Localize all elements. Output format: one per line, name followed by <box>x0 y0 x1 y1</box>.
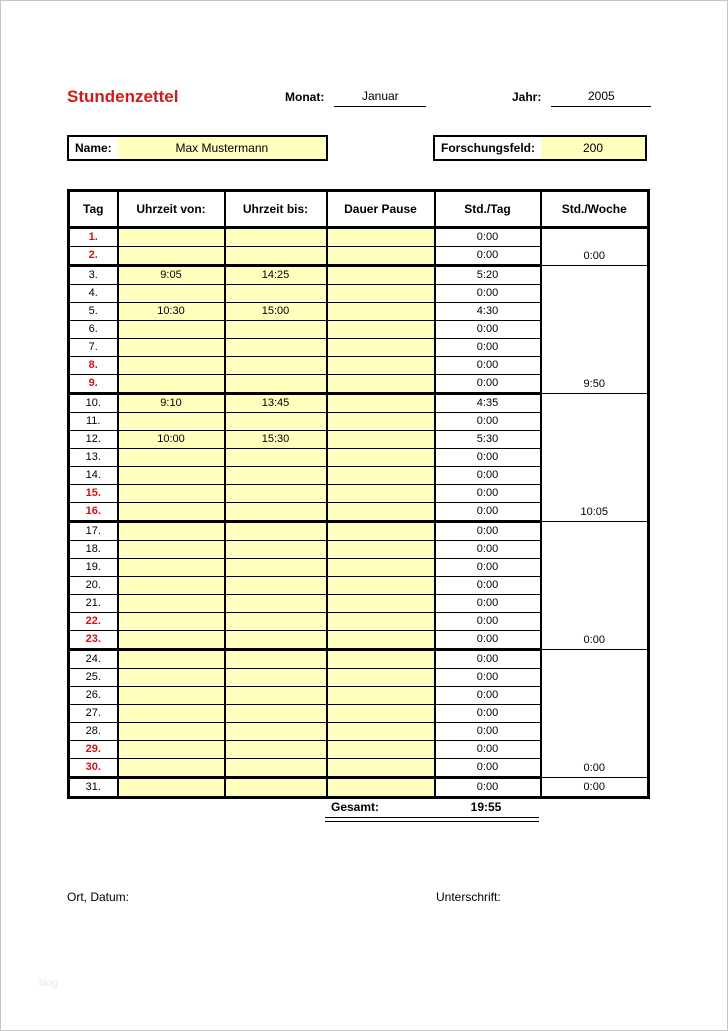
hours-per-day-cell: 0:00 <box>435 577 541 595</box>
day-label-cell: 12. <box>69 431 118 449</box>
watermark-text: blog <box>39 978 58 989</box>
hours-per-week-cell: 0:00 <box>541 228 649 266</box>
time-from-cell[interactable] <box>118 413 225 431</box>
day-label-cell: 13. <box>69 449 118 467</box>
hours-per-day-cell: 0:00 <box>435 759 541 778</box>
time-from-cell[interactable] <box>118 741 225 759</box>
pause-cell[interactable] <box>327 485 435 503</box>
signature-label: Unterschrift: <box>436 890 501 904</box>
name-label: Name: <box>69 137 118 159</box>
time-to-cell[interactable] <box>225 650 327 669</box>
hours-per-day-cell: 0:00 <box>435 228 541 247</box>
time-from-cell[interactable]: 9:05 <box>118 266 225 285</box>
place-date-label: Ort, Datum: <box>67 890 130 904</box>
timesheet-row <box>69 266 649 285</box>
hours-per-day-cell: 5:30 <box>435 431 541 449</box>
hours-per-day-cell: 0:00 <box>435 467 541 485</box>
timesheet-row <box>69 228 649 247</box>
time-from-cell[interactable] <box>118 503 225 522</box>
hours-per-day-cell: 0:00 <box>435 778 541 798</box>
time-from-cell[interactable] <box>118 705 225 723</box>
pause-cell[interactable] <box>327 449 435 467</box>
time-to-cell[interactable] <box>225 577 327 595</box>
day-label-cell: 21. <box>69 595 118 613</box>
hours-per-day-cell: 4:35 <box>435 394 541 413</box>
timesheet-row <box>69 394 649 413</box>
pause-cell[interactable] <box>327 705 435 723</box>
pause-cell[interactable] <box>327 778 435 798</box>
time-to-cell[interactable] <box>225 247 327 266</box>
month-label: Monat: <box>285 90 325 104</box>
pause-cell[interactable] <box>327 559 435 577</box>
col-header-std-woche: Std./Woche <box>541 191 649 228</box>
time-from-cell[interactable] <box>118 559 225 577</box>
time-from-cell[interactable] <box>118 375 225 394</box>
time-from-cell[interactable] <box>118 247 225 266</box>
hours-per-week-cell: 0:00 <box>541 522 649 650</box>
hours-per-day-cell: 0:00 <box>435 375 541 394</box>
pause-cell[interactable] <box>327 467 435 485</box>
col-header-std-tag: Std./Tag <box>435 191 541 228</box>
year-value[interactable]: 2005 <box>551 89 651 107</box>
pause-cell[interactable] <box>327 577 435 595</box>
day-label-cell: 24. <box>69 650 118 669</box>
pause-cell[interactable] <box>327 503 435 522</box>
pause-cell[interactable] <box>327 759 435 778</box>
time-to-cell[interactable] <box>225 741 327 759</box>
day-label-cell: 29. <box>69 741 118 759</box>
time-from-cell[interactable]: 9:10 <box>118 394 225 413</box>
time-to-cell[interactable]: 14:25 <box>225 266 327 285</box>
total-double-underline <box>325 818 539 822</box>
time-from-cell[interactable] <box>118 541 225 559</box>
time-from-cell[interactable]: 10:00 <box>118 431 225 449</box>
time-to-cell[interactable] <box>225 759 327 778</box>
time-to-cell[interactable] <box>225 321 327 339</box>
timesheet-table-wrapper <box>67 189 650 799</box>
hours-per-day-cell: 0:00 <box>435 741 541 759</box>
day-label-cell: 9. <box>69 375 118 394</box>
time-to-cell[interactable] <box>225 467 327 485</box>
timesheet-body <box>69 228 649 798</box>
pause-cell[interactable] <box>327 650 435 669</box>
hours-per-day-cell: 0:00 <box>435 339 541 357</box>
pause-cell[interactable] <box>327 723 435 741</box>
pause-cell[interactable] <box>327 413 435 431</box>
day-label-cell: 14. <box>69 467 118 485</box>
pause-cell[interactable] <box>327 375 435 394</box>
pause-cell[interactable] <box>327 285 435 303</box>
pause-cell[interactable] <box>327 357 435 375</box>
time-to-cell[interactable] <box>225 705 327 723</box>
time-from-cell[interactable] <box>118 687 225 705</box>
time-to-cell[interactable] <box>225 631 327 650</box>
hours-per-day-cell: 5:20 <box>435 266 541 285</box>
day-label-cell: 23. <box>69 631 118 650</box>
time-to-cell[interactable] <box>225 522 327 541</box>
pause-cell[interactable] <box>327 228 435 247</box>
day-label-cell: 25. <box>69 669 118 687</box>
time-to-cell[interactable] <box>225 413 327 431</box>
time-to-cell[interactable] <box>225 669 327 687</box>
time-from-cell[interactable] <box>118 467 225 485</box>
day-label-cell: 17. <box>69 522 118 541</box>
pause-cell[interactable] <box>327 541 435 559</box>
day-label-cell: 28. <box>69 723 118 741</box>
day-label-cell: 4. <box>69 285 118 303</box>
hours-per-day-cell: 0:00 <box>435 669 541 687</box>
col-header-uhrzeit-von: Uhrzeit von: <box>118 191 225 228</box>
time-from-cell[interactable] <box>118 339 225 357</box>
time-from-cell[interactable] <box>118 759 225 778</box>
timesheet-table <box>67 189 650 799</box>
pause-cell[interactable] <box>327 522 435 541</box>
year-label: Jahr: <box>512 90 542 104</box>
col-header-uhrzeit-bis: Uhrzeit bis: <box>225 191 327 228</box>
day-label-cell: 5. <box>69 303 118 321</box>
time-to-cell[interactable] <box>225 613 327 631</box>
time-from-cell[interactable] <box>118 357 225 375</box>
year-field-group <box>512 89 651 107</box>
hours-per-day-cell: 0:00 <box>435 541 541 559</box>
day-label-cell: 22. <box>69 613 118 631</box>
day-label-cell: 15. <box>69 485 118 503</box>
pause-cell[interactable] <box>327 613 435 631</box>
pause-cell[interactable] <box>327 394 435 413</box>
day-label-cell: 31. <box>69 778 118 798</box>
day-label-cell: 18. <box>69 541 118 559</box>
time-from-cell[interactable] <box>118 577 225 595</box>
day-label-cell: 8. <box>69 357 118 375</box>
pause-cell[interactable] <box>327 339 435 357</box>
day-label-cell: 16. <box>69 503 118 522</box>
pause-cell[interactable] <box>327 266 435 285</box>
hours-per-week-cell: 0:00 <box>541 778 649 798</box>
name-value[interactable]: Max Mustermann <box>118 137 326 159</box>
time-to-cell[interactable]: 13:45 <box>225 394 327 413</box>
pause-cell[interactable] <box>327 303 435 321</box>
time-to-cell[interactable] <box>225 595 327 613</box>
time-to-cell[interactable]: 15:00 <box>225 303 327 321</box>
time-to-cell[interactable] <box>225 375 327 394</box>
time-from-cell[interactable] <box>118 631 225 650</box>
hours-per-day-cell: 0:00 <box>435 449 541 467</box>
time-from-cell[interactable] <box>118 449 225 467</box>
hours-per-day-cell: 0:00 <box>435 687 541 705</box>
month-field-group <box>285 89 426 107</box>
day-label-cell: 11. <box>69 413 118 431</box>
time-to-cell[interactable] <box>225 485 327 503</box>
page-title: Stundenzettel <box>67 87 179 106</box>
header-row <box>69 191 649 228</box>
day-label-cell: 27. <box>69 705 118 723</box>
hours-per-day-cell: 0:00 <box>435 413 541 431</box>
hours-per-day-cell: 0:00 <box>435 503 541 522</box>
time-from-cell[interactable] <box>118 723 225 741</box>
time-to-cell[interactable] <box>225 559 327 577</box>
time-to-cell[interactable]: 15:30 <box>225 431 327 449</box>
time-from-cell[interactable] <box>118 595 225 613</box>
day-label-cell: 7. <box>69 339 118 357</box>
day-label-cell: 10. <box>69 394 118 413</box>
day-label-cell: 26. <box>69 687 118 705</box>
total-value: 19:55 <box>470 800 502 814</box>
col-header-dauer-pause: Dauer Pause <box>327 191 435 228</box>
pause-cell[interactable] <box>327 631 435 650</box>
hours-per-day-cell: 0:00 <box>435 631 541 650</box>
hours-per-day-cell: 0:00 <box>435 485 541 503</box>
timesheet-row <box>69 778 649 798</box>
pause-cell[interactable] <box>327 687 435 705</box>
hours-per-day-cell: 0:00 <box>435 285 541 303</box>
hours-per-week-cell: 0:00 <box>541 650 649 778</box>
hours-per-day-cell: 0:00 <box>435 723 541 741</box>
hours-per-day-cell: 0:00 <box>435 595 541 613</box>
hours-per-week-cell: 9:50 <box>541 266 649 394</box>
day-label-cell: 2. <box>69 247 118 266</box>
time-to-cell[interactable] <box>225 357 327 375</box>
research-field-value[interactable]: 200 <box>541 137 645 159</box>
time-from-cell[interactable] <box>118 485 225 503</box>
total-label: Gesamt: <box>331 800 380 814</box>
day-label-cell: 30. <box>69 759 118 778</box>
hours-per-day-cell: 0:00 <box>435 357 541 375</box>
research-field-label: Forschungsfeld: <box>435 137 541 159</box>
day-label-cell: 1. <box>69 228 118 247</box>
pause-cell[interactable] <box>327 247 435 266</box>
day-label-cell: 20. <box>69 577 118 595</box>
time-from-cell[interactable] <box>118 650 225 669</box>
research-field-box <box>433 135 647 161</box>
hours-per-day-cell: 0:00 <box>435 613 541 631</box>
hours-per-day-cell: 0:00 <box>435 705 541 723</box>
time-from-cell[interactable] <box>118 228 225 247</box>
time-to-cell[interactable] <box>225 339 327 357</box>
time-from-cell[interactable] <box>118 522 225 541</box>
time-from-cell[interactable] <box>118 669 225 687</box>
total-section <box>325 800 539 822</box>
time-to-cell[interactable] <box>225 541 327 559</box>
pause-cell[interactable] <box>327 741 435 759</box>
time-to-cell[interactable] <box>225 687 327 705</box>
hours-per-day-cell: 0:00 <box>435 247 541 266</box>
time-from-cell[interactable] <box>118 285 225 303</box>
hours-per-week-cell: 10:05 <box>541 394 649 522</box>
day-label-cell: 19. <box>69 559 118 577</box>
time-from-cell[interactable] <box>118 613 225 631</box>
time-from-cell[interactable] <box>118 778 225 798</box>
day-label-cell: 3. <box>69 266 118 285</box>
time-to-cell[interactable] <box>225 449 327 467</box>
name-box <box>67 135 328 161</box>
hours-per-day-cell: 0:00 <box>435 321 541 339</box>
time-to-cell[interactable] <box>225 228 327 247</box>
time-from-cell[interactable]: 10:30 <box>118 303 225 321</box>
timesheet-row <box>69 650 649 669</box>
month-value[interactable]: Januar <box>334 89 426 107</box>
day-label-cell: 6. <box>69 321 118 339</box>
time-from-cell[interactable] <box>118 321 225 339</box>
pause-cell[interactable] <box>327 321 435 339</box>
col-header-tag: Tag <box>69 191 118 228</box>
timesheet-row <box>69 522 649 541</box>
pause-cell[interactable] <box>327 595 435 613</box>
hours-per-day-cell: 4:30 <box>435 303 541 321</box>
hours-per-day-cell: 0:00 <box>435 650 541 669</box>
time-to-cell[interactable] <box>225 285 327 303</box>
hours-per-day-cell: 0:00 <box>435 559 541 577</box>
pause-cell[interactable] <box>327 669 435 687</box>
time-to-cell[interactable] <box>225 723 327 741</box>
time-to-cell[interactable] <box>225 503 327 522</box>
time-to-cell[interactable] <box>225 778 327 798</box>
pause-cell[interactable] <box>327 431 435 449</box>
hours-per-day-cell: 0:00 <box>435 522 541 541</box>
